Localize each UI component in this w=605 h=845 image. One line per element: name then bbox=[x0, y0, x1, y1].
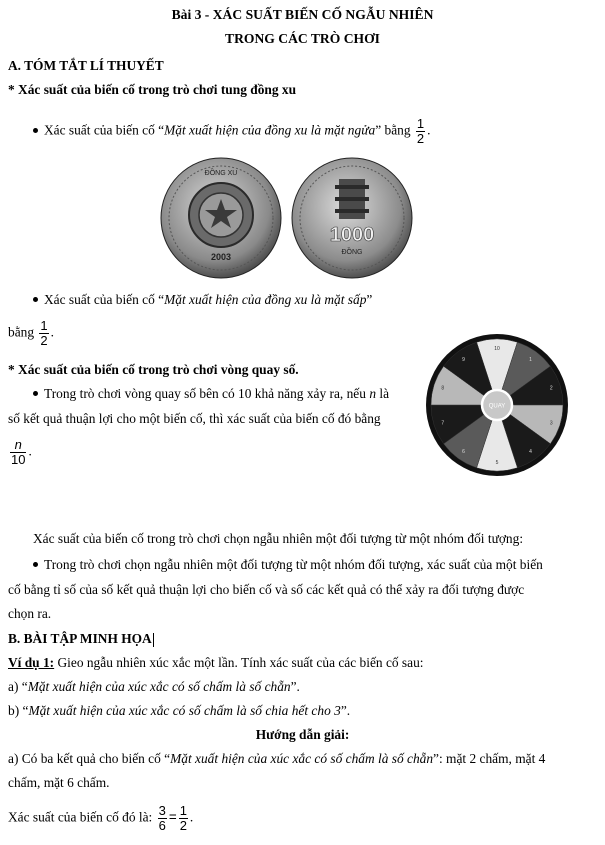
fraction-n-over-10: $\frac{n}{10}$ bbox=[11, 437, 26, 467]
coin-heading: * Xác suất của biến cố trong trò chơi tung đồng xu bbox=[8, 82, 297, 97]
fraction-one-half: $\frac{1}{2}$ bbox=[179, 803, 187, 833]
title-line-2: TRONG CÁC TRÒ CHƠI bbox=[225, 31, 380, 46]
svg-text:ĐỒNG: ĐỒNG bbox=[341, 249, 363, 256]
wheel-number-label: 8 bbox=[441, 385, 445, 392]
wheel-number-label: 7 bbox=[441, 420, 445, 427]
answer-probability: Xác suất của biến cố đó là: $\frac{3}{6}$ = $\frac{1}{2}$ . bbox=[8, 803, 194, 833]
object-paragraph-3: chọn ra. bbox=[8, 606, 52, 621]
wheel-number-label: 4 bbox=[529, 449, 532, 456]
svg-text:ĐỒNG XU: ĐỒNG XU bbox=[204, 170, 238, 177]
bullet-icon bbox=[33, 128, 38, 133]
answer-a-line-2: chấm, mặt 6 chấm. bbox=[8, 775, 110, 790]
fraction-one-half: $\frac{1}{2}$ bbox=[416, 116, 425, 146]
section-b-heading: B. BÀI TẬP MINH HỌA bbox=[8, 631, 152, 646]
text-cursor bbox=[153, 633, 154, 647]
object-paragraph-1: Trong trò chơi chọn ngẫu nhiên một đối tượng từ một nhóm đối tượng, xác suất của một biến bbox=[33, 556, 543, 573]
example-label: Ví dụ 1: bbox=[8, 655, 55, 670]
coin-paragraph-2: Xác suất của biến cố “Mặt xuất hiện của đồng xu là mặt sấp” bbox=[33, 291, 372, 308]
wheel-number-label: 5 bbox=[495, 460, 499, 466]
fraction-three-sixths: $\frac{3}{6}$ bbox=[158, 803, 166, 833]
coin-reverse-image bbox=[291, 157, 413, 279]
example-1: Ví dụ 1: Gieo ngẫu nhiên xúc xắc một lần. Tính xác suất của các biến cố sau: bbox=[8, 655, 424, 670]
spinner-wheel-image bbox=[425, 333, 569, 477]
wheel-paragraph-1: Trong trò chơi vòng quay số bên có 10 khả năng xảy ra, nếu n là bbox=[33, 385, 389, 402]
wheel-number-label: 1 bbox=[529, 356, 532, 363]
wheel-number-label: 2 bbox=[549, 385, 553, 392]
object-paragraph-2: cố bằng tỉ số của số kết quả thuận lợi cho biến cố và số các kết quả có thể xảy ra đối tượng được bbox=[8, 582, 525, 597]
guide-heading: Hướng dẫn giải: bbox=[255, 727, 350, 742]
bullet-icon bbox=[33, 562, 38, 567]
wheel-number-label: 10 bbox=[494, 346, 500, 352]
bullet-icon bbox=[33, 297, 38, 302]
coin-paragraph-2-line-2: bằng $\frac{1}{2}$ . bbox=[8, 318, 54, 348]
bullet-icon bbox=[33, 391, 38, 396]
wheel-number-label: 3 bbox=[549, 420, 553, 427]
svg-text:2003: 2003 bbox=[210, 252, 232, 262]
coin-paragraph-1: Xác suất của biến cố “Mặt xuất hiện của đồng xu là mặt ngửa” bằng $\frac{1}{2}$ . bbox=[33, 117, 430, 146]
fraction-one-half: $\frac{1}{2}$ bbox=[40, 318, 48, 348]
section-a-heading: A. TÓM TẮT LÍ THUYẾT bbox=[8, 58, 164, 73]
object-heading: Xác suất của biến cố trong trò chơi chọn ngẫu nhiên một đối tượng từ một nhóm đối tượng: bbox=[33, 531, 524, 546]
answer-a-line-1: a) Có ba kết quả cho biến cố “Mặt xuất hiện của xúc xắc có số chấm là số chẵn”: mặt 2 chấm, mặt 4 bbox=[8, 751, 546, 766]
example-item-a: a) “Mặt xuất hiện của xúc xắc có số chấm là số chẵn”. bbox=[8, 679, 300, 694]
wheel-paragraph-2: số kết quả thuận lợi cho một biến cố, thì xác suất của biến cố đó bằng bbox=[8, 411, 381, 426]
wheel-number-label: 9 bbox=[462, 356, 465, 363]
wheel-number-label: 6 bbox=[462, 449, 465, 456]
wheel-center-label: QUAY bbox=[488, 403, 506, 410]
title-line-1: Bài 3 - XÁC SUẤT BIẾN CỐ NGẪU NHIÊN bbox=[171, 7, 434, 22]
wheel-heading: * Xác suất của biến cố trong trò chơi vòng quay số. bbox=[8, 362, 299, 377]
coin-obverse-image bbox=[160, 157, 282, 279]
svg-text:1000: 1000 bbox=[329, 224, 375, 246]
wheel-fraction-line: $\frac{n}{10}$ . bbox=[11, 437, 32, 467]
example-item-b: b) “Mặt xuất hiện của xúc xắc có số chấm là số chia hết cho 3”. bbox=[8, 703, 351, 718]
